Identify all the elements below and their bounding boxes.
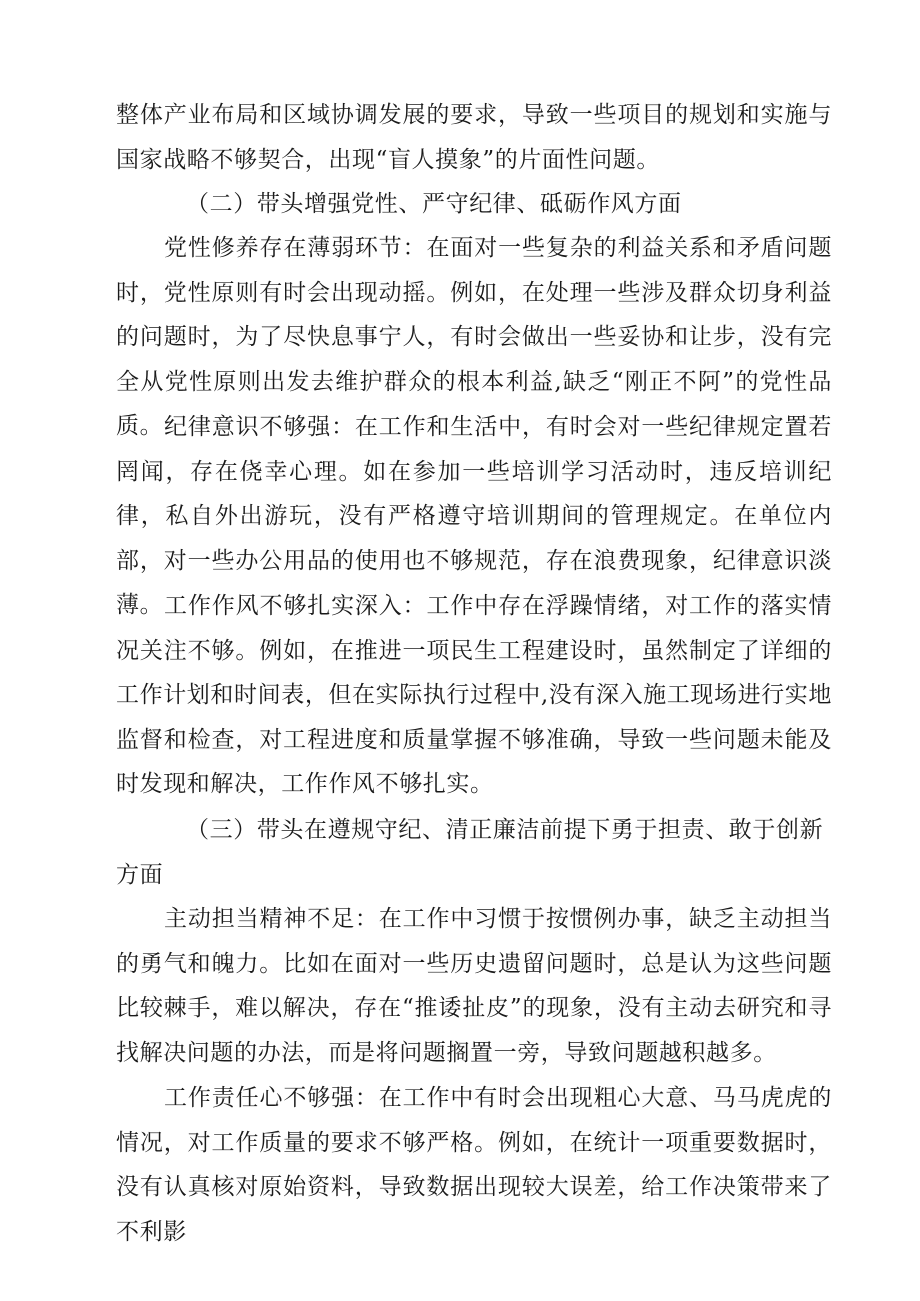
paragraph-party-spirit: 党性修养存在薄弱环节：在面对一些复杂的利益关系和矛盾问题时，党性原则有时会出现动摇。例如，在处理一些涉及群众切身利益的问题时，为了尽快息事宁人，有时会做出一些妥协和让步，没有完全从党性原则出发去维护群众的根本利益,缺乏“刚正不阿”的党性品质。 (116, 235, 832, 440)
paragraph-discipline: 纪律意识不够强：在工作和生活中，有时会对一些纪律规定置若罔闻，存在侥幸心理。如在参加一些培训学习活动时，违反培训纪律，私自外出游玩，没有严格遵守培训期间的管理规定。在单位内部，对一些办公用品的使用也不够规范，存在浪费现象，纪律意识淡薄。 (116, 414, 832, 619)
section-heading-2: （二）带头增强党性、严守纪律、砥砺作风方面 (186, 191, 682, 217)
paragraph-work-duty: 工作责任心不够强：在工作中有时会出现粗心大意、马马虎虎的情况，对工作质量的要求不够严格。例如，在统计一项重要数据时，没有认真核对原始资料，导致数据出现较大误差，给工作决策带来了不利影 (116, 1085, 832, 1245)
paragraph-responsibility: 主动担当精神不足：在工作中习惯于按惯例办事，缺乏主动担当的勇气和魄力。比如在面对一些历史遗留问题时，总是认为这些问题比较棘手，难以解决，存在“推诿扯皮”的现象，没有主动去研究和寻找解决问题的办法，而是将问题搁置一旁，导致问题越积越多。 (116, 906, 832, 1066)
section-heading-3: （三）带头在遵规守纪、清正廉洁前提下勇于担责、敢于创新方面 (116, 817, 824, 888)
paragraph-work-style: 工作作风不够扎实深入：工作中存在浮躁情绪，对工作的落实情况关注不够。例如，在推进一项民生工程建设时，虽然制定了详细的工作计划和时间表，但在实际执行过程中,没有深入施工现场进行实地监督和检查，对工程进度和质量掌握不够准确，导致一些问题未能及时发现和解决，工作作风不够扎实。 (116, 593, 832, 798)
paragraph-continuation: 整体产业布局和区域协调发展的要求，导致一些项目的规划和实施与国家战略不够契合，出现“盲人摸象”的片面性问题。 (116, 102, 832, 173)
